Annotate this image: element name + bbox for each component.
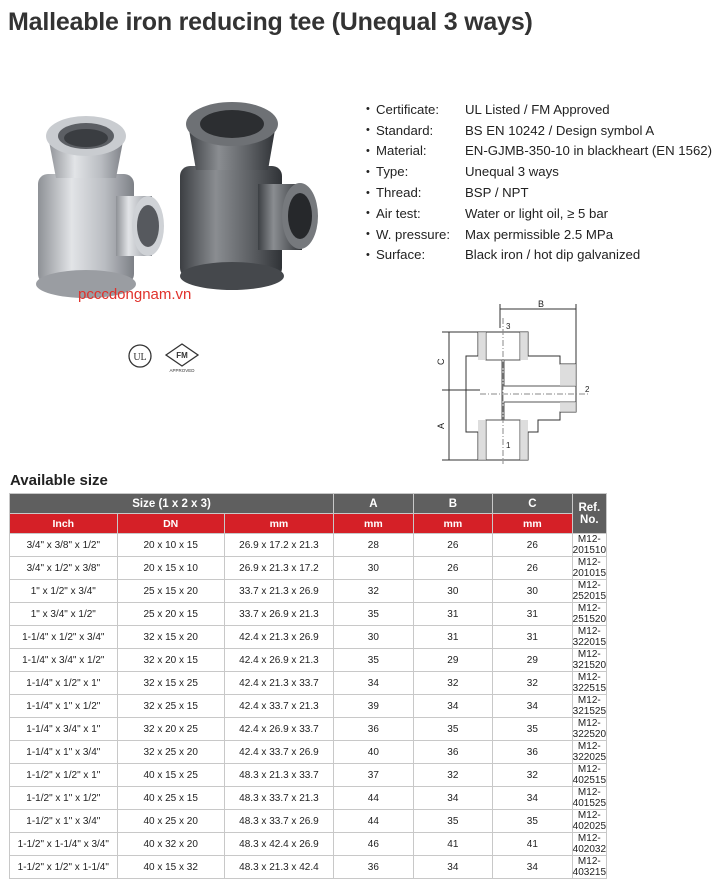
cell-a: 35 xyxy=(334,649,414,672)
galvanized-tee-image xyxy=(36,116,164,298)
cell-c: 41 xyxy=(493,833,573,856)
cell-a: 44 xyxy=(334,787,414,810)
size-table xyxy=(9,493,607,879)
bullet-icon: • xyxy=(366,165,370,178)
spec-row xyxy=(366,161,712,182)
cell-c: 35 xyxy=(493,810,573,833)
cell-dn: 40 x 15 x 25 xyxy=(117,764,224,787)
cell-ref: M12-402025 xyxy=(572,810,607,832)
cell-mm: 42.4 x 26.9 x 33.7 xyxy=(224,718,333,741)
bullet-icon: • xyxy=(366,103,370,116)
cell-c: 30 xyxy=(493,580,573,603)
cell-a: 40 xyxy=(334,741,414,764)
dimension-c-label: C xyxy=(436,358,446,365)
cell-dn: 25 x 15 x 20 xyxy=(117,580,224,603)
cell-ref: M12-322515 xyxy=(572,672,607,694)
cell-dn: 32 x 15 x 25 xyxy=(117,672,224,695)
cell-dn: 25 x 20 x 15 xyxy=(117,603,224,626)
cell-mm: 26.9 x 17.2 x 21.3 xyxy=(224,534,333,557)
cell-mm: 42.4 x 21.3 x 26.9 xyxy=(224,626,333,649)
table-row xyxy=(10,557,607,580)
cell-mm: 48.3 x 33.7 x 21.3 xyxy=(224,787,333,810)
cell-ref: M12-401525 xyxy=(572,787,607,809)
cell-ref: M12-322025 xyxy=(572,741,607,763)
cell-inch: 1-1/2" x 1/2" x 1" xyxy=(10,764,118,787)
cell-inch: 3/4" x 1/2" x 3/8" xyxy=(10,557,118,580)
col-b-header: B xyxy=(413,494,493,514)
cell-c: 35 xyxy=(493,718,573,741)
port-2-label: 2 xyxy=(585,385,590,394)
cell-dn: 32 x 20 x 25 xyxy=(117,718,224,741)
cell-a: 32 xyxy=(334,580,414,603)
cell-mm: 33.7 x 26.9 x 21.3 xyxy=(224,603,333,626)
cell-b: 35 xyxy=(413,810,493,833)
fm-approved-logo xyxy=(166,344,198,373)
cell-ref: M12-402515 xyxy=(572,764,607,786)
spec-label: Material: xyxy=(376,143,427,159)
cell-a: 30 xyxy=(334,557,414,580)
cell-inch: 1-1/2" x 1/2" x 1-1/4" xyxy=(10,856,118,879)
spec-row xyxy=(366,245,712,266)
cell-mm: 42.4 x 21.3 x 33.7 xyxy=(224,672,333,695)
cell-inch: 1-1/2" x 1" x 1/2" xyxy=(10,787,118,810)
cell-c: 26 xyxy=(493,534,573,557)
bullet-icon: • xyxy=(366,207,370,220)
bullet-icon: • xyxy=(366,186,370,199)
cell-mm: 42.4 x 33.7 x 26.9 xyxy=(224,741,333,764)
table-row xyxy=(10,833,607,856)
cell-dn: 40 x 25 x 20 xyxy=(117,810,224,833)
cell-b: 34 xyxy=(413,856,493,879)
cell-c: 31 xyxy=(493,626,573,649)
cell-a: 39 xyxy=(334,695,414,718)
cell-c: 32 xyxy=(493,672,573,695)
dn-subheader: DN xyxy=(117,514,224,534)
table-row xyxy=(10,741,607,764)
cell-mm: 48.3 x 42.4 x 26.9 xyxy=(224,833,333,856)
technical-drawing xyxy=(436,298,600,464)
cell-c: 32 xyxy=(493,764,573,787)
inch-subheader: Inch xyxy=(10,514,118,534)
spec-value: BS EN 10242 / Design symbol A xyxy=(465,122,655,138)
table-row xyxy=(10,649,607,672)
cell-b: 34 xyxy=(413,695,493,718)
cell-b: 41 xyxy=(413,833,493,856)
table-subheader-row xyxy=(10,514,607,534)
cell-a: 36 xyxy=(334,856,414,879)
col-c-header: C xyxy=(493,494,573,514)
cell-b: 32 xyxy=(413,764,493,787)
page-title: Malleable iron reducing tee (Unequal 3 ways) xyxy=(8,8,533,36)
table-row xyxy=(10,534,607,557)
spec-row xyxy=(366,182,712,203)
cell-ref: M12-252015 xyxy=(572,580,607,602)
fm-logo-subtext: APPROVED xyxy=(169,368,195,373)
cell-c: 29 xyxy=(493,649,573,672)
table-row xyxy=(10,718,607,741)
cell-a: 37 xyxy=(334,764,414,787)
cell-dn: 32 x 25 x 15 xyxy=(117,695,224,718)
table-row xyxy=(10,672,607,695)
b-unit-subheader: mm xyxy=(413,514,493,534)
cell-c: 34 xyxy=(493,856,573,879)
cell-inch: 3/4" x 3/8" x 1/2" xyxy=(10,534,118,557)
available-size-heading: Available size xyxy=(10,472,108,489)
spec-label: Certificate: xyxy=(376,101,440,117)
ul-logo xyxy=(129,345,151,367)
cell-b: 31 xyxy=(413,603,493,626)
cell-b: 29 xyxy=(413,649,493,672)
cell-inch: 1-1/4" x 1" x 3/4" xyxy=(10,741,118,764)
cell-a: 36 xyxy=(334,718,414,741)
cell-mm: 42.4 x 26.9 x 21.3 xyxy=(224,649,333,672)
cell-mm: 26.9 x 21.3 x 17.2 xyxy=(224,557,333,580)
spec-value: EN-GJMB-350-10 in blackheart (EN 1562) xyxy=(465,143,713,159)
cell-ref: M12-322015 xyxy=(572,626,607,648)
dimension-a-label: A xyxy=(436,422,446,429)
spec-label: Thread: xyxy=(376,185,422,201)
cell-b: 26 xyxy=(413,534,493,557)
cell-inch: 1-1/2" x 1-1/4" x 3/4" xyxy=(10,833,118,856)
a-unit-subheader: mm xyxy=(334,514,414,534)
cell-a: 35 xyxy=(334,603,414,626)
bullet-icon: • xyxy=(366,144,370,157)
spec-label: Type: xyxy=(376,164,409,180)
cell-mm: 42.4 x 33.7 x 21.3 xyxy=(224,695,333,718)
watermark: pcccdongnam.vn xyxy=(78,286,192,303)
spec-row xyxy=(366,99,712,120)
cell-c: 34 xyxy=(493,787,573,810)
spec-row xyxy=(366,120,712,141)
spec-value: BSP / NPT xyxy=(465,185,529,201)
cell-inch: 1-1/4" x 1" x 1/2" xyxy=(10,695,118,718)
spec-label: Standard: xyxy=(376,122,434,138)
cell-b: 32 xyxy=(413,672,493,695)
cell-inch: 1-1/4" x 3/4" x 1" xyxy=(10,718,118,741)
cell-ref: M12-322520 xyxy=(572,718,607,740)
cell-b: 35 xyxy=(413,718,493,741)
cell-ref: M12-321525 xyxy=(572,695,607,717)
table-row xyxy=(10,603,607,626)
cell-inch: 1-1/4" x 1/2" x 3/4" xyxy=(10,626,118,649)
cell-a: 28 xyxy=(334,534,414,557)
cell-mm: 48.3 x 21.3 x 42.4 xyxy=(224,856,333,879)
cell-ref: M12-321520 xyxy=(572,649,607,671)
spec-value: UL Listed / FM Approved xyxy=(465,101,610,117)
bullet-icon: • xyxy=(366,248,370,261)
product-photo xyxy=(20,96,340,308)
spec-value: Max permissible 2.5 MPa xyxy=(465,226,614,242)
port-1-label: 1 xyxy=(506,441,511,450)
table-row xyxy=(10,764,607,787)
spec-value: Water or light oil, ≥ 5 bar xyxy=(465,205,609,221)
col-a-header: A xyxy=(334,494,414,514)
cell-ref: M12-201510 xyxy=(572,534,607,556)
cell-inch: 1-1/2" x 1" x 3/4" xyxy=(10,810,118,833)
spec-label: Surface: xyxy=(376,247,426,263)
bullet-icon: • xyxy=(366,228,370,241)
port-3-label: 3 xyxy=(506,322,511,331)
table-row xyxy=(10,626,607,649)
ref-no-header: Ref. No. xyxy=(572,494,606,534)
cell-c: 36 xyxy=(493,741,573,764)
certification-logos xyxy=(128,340,218,374)
cell-ref: M12-402032 xyxy=(572,833,607,855)
spec-row xyxy=(366,224,712,245)
spec-list xyxy=(366,99,712,265)
cell-ref: M12-251520 xyxy=(572,603,607,625)
cell-a: 44 xyxy=(334,810,414,833)
table-row xyxy=(10,787,607,810)
bullet-icon: • xyxy=(366,124,370,137)
cell-b: 31 xyxy=(413,626,493,649)
cell-dn: 40 x 25 x 15 xyxy=(117,787,224,810)
spec-row xyxy=(366,141,712,162)
table-header-row xyxy=(10,494,607,514)
spec-label: W. pressure: xyxy=(376,226,451,242)
table-row xyxy=(10,580,607,603)
black-tee-image xyxy=(180,102,318,290)
cell-inch: 1" x 1/2" x 3/4" xyxy=(10,580,118,603)
cell-mm: 48.3 x 21.3 x 33.7 xyxy=(224,764,333,787)
cell-dn: 32 x 25 x 20 xyxy=(117,741,224,764)
cell-ref: M12-201015 xyxy=(572,557,607,579)
c-unit-subheader: mm xyxy=(493,514,573,534)
table-row xyxy=(10,695,607,718)
cell-dn: 40 x 15 x 32 xyxy=(117,856,224,879)
spec-label: Air test: xyxy=(376,205,421,221)
cell-dn: 40 x 32 x 20 xyxy=(117,833,224,856)
ul-logo-text: UL xyxy=(133,352,147,363)
fm-logo-text: FM xyxy=(176,351,188,360)
spec-value: Unequal 3 ways xyxy=(465,164,559,180)
cell-a: 34 xyxy=(334,672,414,695)
cell-c: 34 xyxy=(493,695,573,718)
cell-ref: M12-403215 xyxy=(572,856,607,878)
cell-dn: 20 x 15 x 10 xyxy=(117,557,224,580)
cell-dn: 32 x 15 x 20 xyxy=(117,626,224,649)
table-row xyxy=(10,856,607,879)
cell-a: 46 xyxy=(334,833,414,856)
size-group-header: Size (1 x 2 x 3) xyxy=(10,494,334,514)
cell-inch: 1-1/4" x 3/4" x 1/2" xyxy=(10,649,118,672)
cell-c: 31 xyxy=(493,603,573,626)
dimension-b-label: B xyxy=(538,299,545,309)
cell-b: 34 xyxy=(413,787,493,810)
table-row xyxy=(10,810,607,833)
cell-b: 36 xyxy=(413,741,493,764)
cell-c: 26 xyxy=(493,557,573,580)
cell-inch: 1" x 3/4" x 1/2" xyxy=(10,603,118,626)
cell-mm: 33.7 x 21.3 x 26.9 xyxy=(224,580,333,603)
cell-a: 30 xyxy=(334,626,414,649)
spec-row xyxy=(366,203,712,224)
mm-subheader: mm xyxy=(224,514,333,534)
cell-mm: 48.3 x 33.7 x 26.9 xyxy=(224,810,333,833)
cell-inch: 1-1/4" x 1/2" x 1" xyxy=(10,672,118,695)
spec-value: Black iron / hot dip galvanized xyxy=(465,247,641,263)
cell-dn: 20 x 10 x 15 xyxy=(117,534,224,557)
cell-b: 26 xyxy=(413,557,493,580)
cell-dn: 32 x 20 x 15 xyxy=(117,649,224,672)
cell-b: 30 xyxy=(413,580,493,603)
